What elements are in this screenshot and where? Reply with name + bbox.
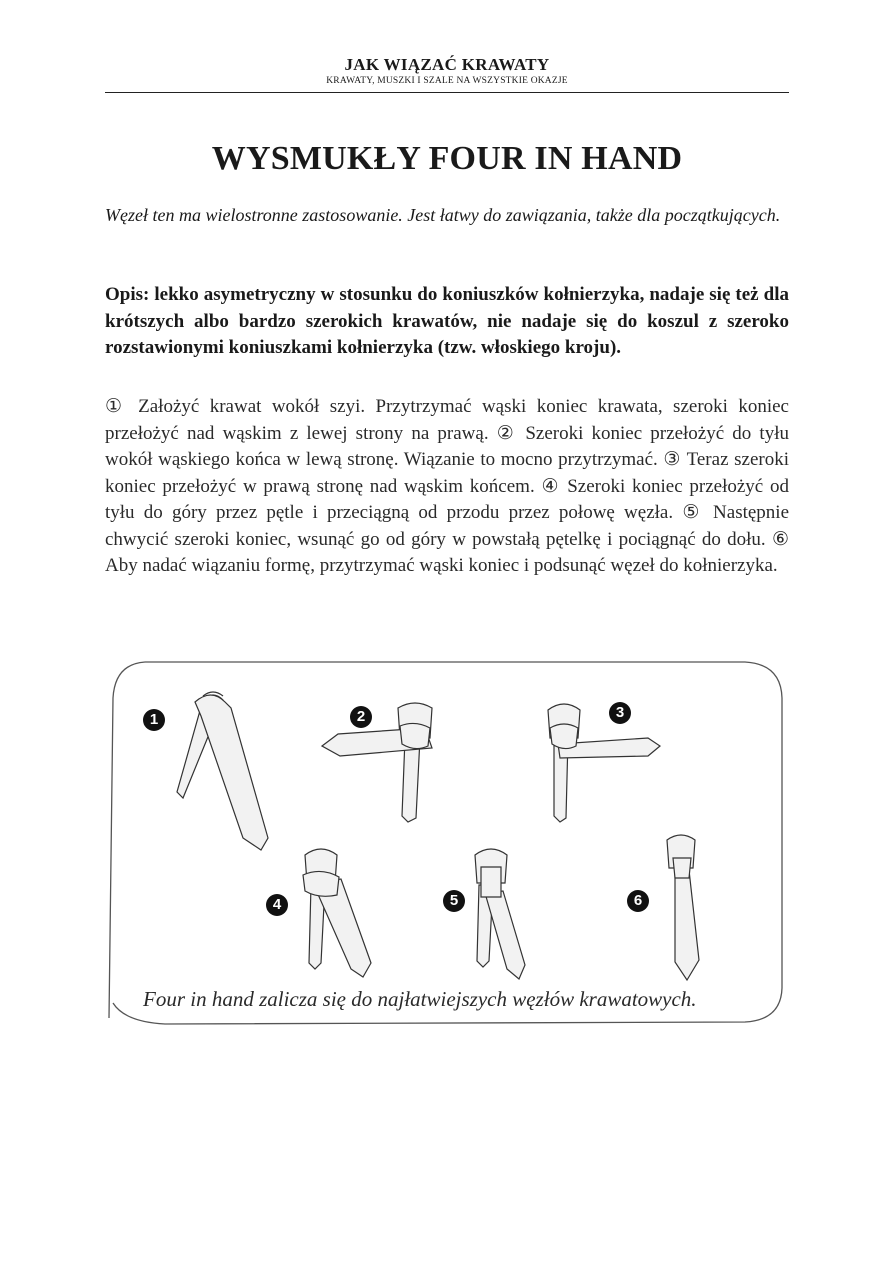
step-5-number: 5: [443, 890, 465, 912]
illustration-caption: Four in hand zalicza się do najłatwiejszych węzłów krawatowych.: [143, 987, 697, 1011]
step-3-marker: ③: [663, 449, 682, 470]
step-6-number: 6: [627, 890, 649, 912]
step-6-marker: ⑥: [771, 528, 789, 550]
step-4-marker: ④: [541, 475, 561, 497]
page-title: WYSMUKŁY FOUR IN HAND: [211, 140, 683, 177]
step-4-text: Szeroki koniec przełożyć od tyłu do góry przez pętle i przeciągną od przodu przez połowę węzła.: [105, 475, 789, 523]
tie-step-5-drawing: [463, 843, 553, 988]
step-3-text: Teraz szeroki koniec przełożyć w prawą stronę nad wąskim końcem.: [105, 449, 789, 497]
step-2-number: 2: [350, 706, 372, 728]
page-header: [105, 55, 789, 86]
tie-step-6-drawing: [653, 830, 723, 990]
tie-step-1-drawing: [173, 688, 283, 858]
tie-step-2-drawing: [320, 698, 450, 848]
intro-paragraph: Węzeł ten ma wielostronne zastosowanie. Jest łatwy do zawiązania, także dla początkujących.: [105, 205, 781, 225]
steps-paragraph: [105, 394, 789, 580]
step-2-marker: ②: [496, 422, 518, 444]
header-divider: [105, 92, 789, 93]
step-4-number: 4: [266, 894, 288, 916]
step-2-text: Szeroki koniec przełożyć do tyłu wokół wąskiego końca w lewą stronę. Wiązanie to mocno przytrzymać.: [105, 422, 789, 470]
tie-knot-illustration: [105, 658, 785, 1026]
step-6-text: Aby nadać wiązaniu formę, przytrzymać wąski koniec i podsunąć węzeł do kołnierzyka.: [105, 555, 778, 576]
step-5-text: Następnie chwycić szeroki koniec, wsunąć go od góry w powstałą pętelkę i pociągnąć do dołu.: [105, 502, 790, 550]
step-1-text: Założyć krawat wokół szyi. Przytrzymać wąski koniec krawata, szeroki koniec przełożyć nad wąskim z lewej strony na prawą.: [105, 396, 789, 444]
description-paragraph: Opis: lekko asymetryczny w stosunku do koniuszków kołnierzyka, nadaje się też dla krótszych albo bardzo szerokich krawatów, nie nadaje się do koszul z szeroko rozstawionymi koniuszkami kołnierzyka (tzw. włoskiego kroju).: [105, 284, 789, 358]
step-1-marker: ①: [105, 396, 128, 417]
step-5-marker: ⑤: [682, 502, 704, 523]
step-1-number: 1: [143, 709, 165, 731]
tie-step-4-drawing: [293, 843, 383, 988]
step-3-number: 3: [609, 702, 631, 724]
header-subtitle: KRAWATY, MUSZKI I SZALE NA WSZYSTKIE OKAZJE: [326, 76, 568, 86]
tie-step-3-drawing: [540, 698, 670, 848]
header-title: JAK WIĄZAĆ KRAWATY: [344, 55, 550, 74]
